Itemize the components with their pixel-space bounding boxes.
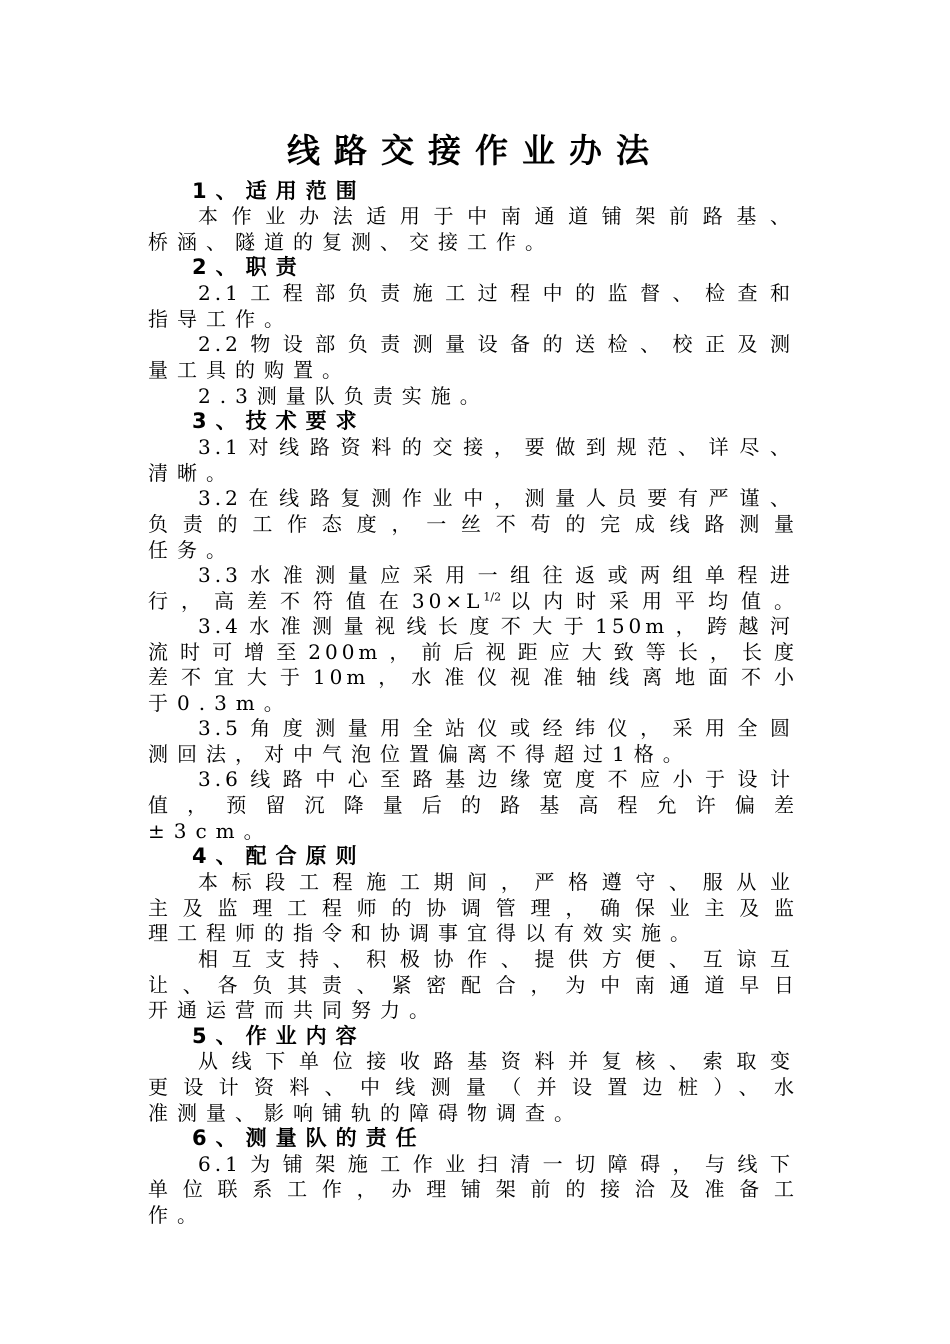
- paragraph-line: 值，预留沉降量后的路基高程允许偏差: [148, 793, 798, 817]
- paragraph-line: 量工具的购置。: [148, 358, 351, 382]
- paragraph-line: 主及监理工程师的协调管理，确保业主及监: [148, 896, 798, 920]
- paragraph-line: 任务。: [148, 538, 235, 562]
- paragraph-line: 3.5角度测量用全站仪或经纬仪，采用全圆: [198, 716, 794, 740]
- paragraph-line: 3.6线路中心至路基边缘宽度不应小于设计: [198, 767, 794, 791]
- paragraph-line: 于0.3m。: [148, 691, 293, 715]
- paragraph-line: 流时可增至200m，前后视距应大致等长，长度: [148, 640, 798, 664]
- paragraph-line: 3.2在线路复测作业中，测量人员要有严谨、: [198, 486, 794, 510]
- paragraph-line: 3.1对线路资料的交接，要做到规范、详尽、: [198, 435, 794, 459]
- paragraph-line: 理工程师的指令和协调事宜得以有效实施。: [148, 921, 699, 945]
- paragraph-line: 差不宜大于10m，水准仪视准轴线离地面不小: [148, 665, 798, 689]
- paragraph-line: 桥涵、隧道的复测、交接工作。: [148, 230, 554, 254]
- section-heading: 4、配合原则: [192, 844, 366, 868]
- paragraph-line: 测回法，对中气泡位置偏离不得超过1格。: [148, 742, 692, 766]
- section-heading: 6、测量队的责任: [192, 1126, 426, 1150]
- paragraph-line: 更设计资料、中线测量（并设置边桩）、水: [148, 1075, 798, 1099]
- section-heading: 1、适用范围: [192, 179, 366, 203]
- paragraph-line: 开通运营而共同努力。: [148, 998, 438, 1022]
- paragraph-line: ±3cm。: [148, 819, 273, 843]
- paragraph-line: 2.1工程部负责施工过程中的监督、检查和: [198, 281, 794, 305]
- paragraph-line: 行，高差不符值在$30\times L^{1/2}$以内时采用平均值。: [148, 589, 799, 613]
- paragraph-line: 6.1为铺架施工作业扫清一切障碍，与线下: [198, 1152, 794, 1176]
- section-heading: 5、作业内容: [192, 1024, 366, 1048]
- paragraph-line: 相互支持、积极协作、提供方便、互谅互: [198, 947, 794, 971]
- section-heading: 3、技术要求: [192, 409, 366, 433]
- paragraph-line: 从线下单位接收路基资料并复核、索取变: [198, 1049, 794, 1073]
- section-heading: 2、职责: [192, 255, 306, 279]
- paragraph-line: 本作业办法适用于中南通道铺架前路基、: [198, 204, 794, 228]
- document-title: 线路交接作业办法: [287, 131, 663, 170]
- paragraph-line: 指导工作。: [148, 307, 293, 331]
- paragraph-line: 单位联系工作，办理铺架前的接洽及准备工: [148, 1177, 798, 1201]
- paragraph-line: 2.2物设部负责测量设备的送检、校正及测: [198, 332, 794, 356]
- paragraph-line: 准测量、影响铺轨的障碍物调查。: [148, 1101, 583, 1125]
- paragraph-line: 负责的工作态度，一丝不苟的完成线路测量: [148, 512, 798, 536]
- paragraph-line: 作。: [148, 1203, 206, 1227]
- paragraph-line: 清晰。: [148, 461, 235, 485]
- paragraph-line: 2.3测量队负责实施。: [198, 384, 489, 408]
- paragraph-line: 3.4水准测量视线长度不大于150m，跨越河: [198, 614, 794, 638]
- paragraph-line: 让、各负其责、紧密配合，为中南通道早日: [148, 973, 798, 997]
- paragraph-line: 3.3水准测量应采用一组往返或两组单程进: [198, 563, 794, 587]
- paragraph-line: 本标段工程施工期间，严格遵守、服从业: [198, 870, 794, 894]
